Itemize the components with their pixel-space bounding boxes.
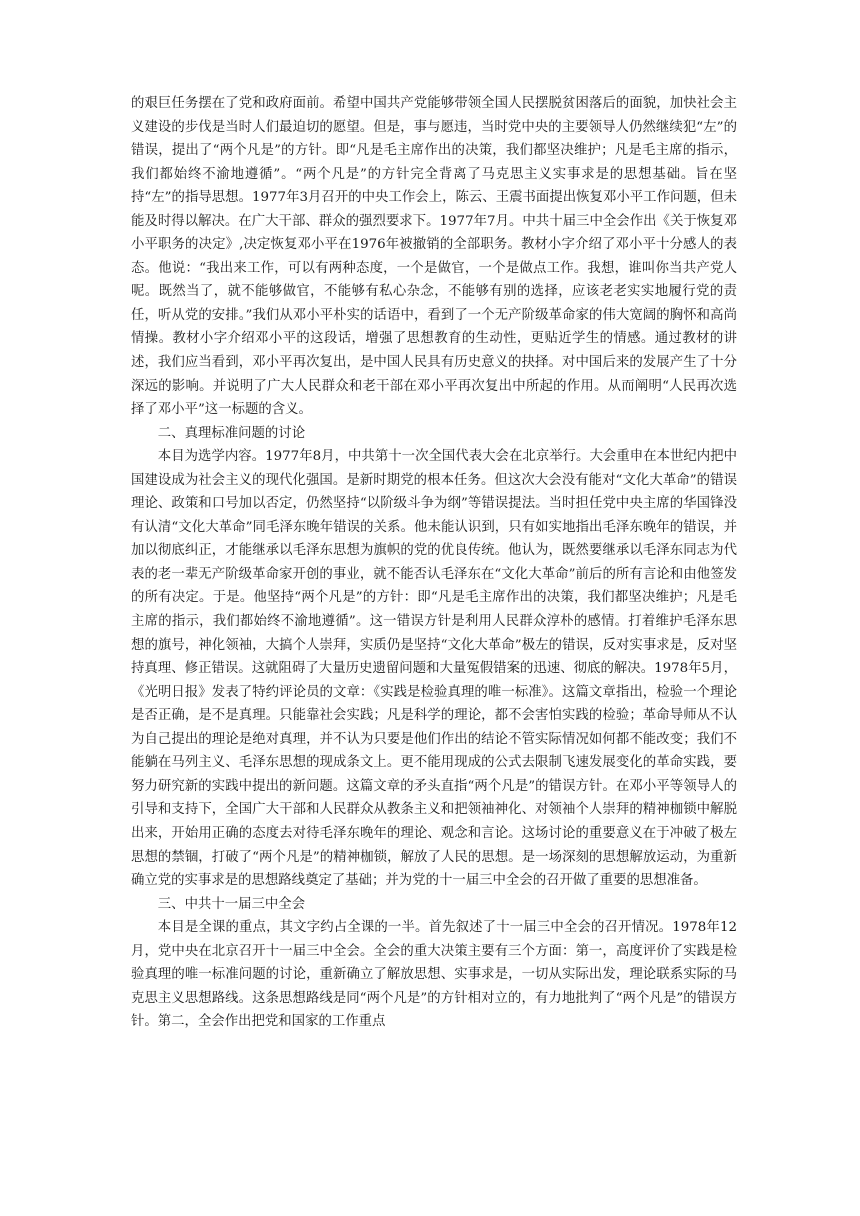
paragraph-third-plenum: 本目是全课的重点，其文字约占全课的一半。首先叙述了十一届三中全会的召开情况。1978年12月，党中央在北京召开十一届三中全会。全会的重大决策主要有三个方面：第一，高度评价了实践是检验真理的唯一标准问题的讨论，重新确立了解放思想、实事求是，一切从实际出发，理论联系实际的马克思主义思想路线。这条思想路线是同“两个凡是”的方针相对立的，有力地批判了“两个凡是”的错误方针。第二，全会作出把党和国家的工作重点	[131, 920, 737, 1030]
paragraph-truth-criterion: 本目为选学内容。1977年8月，中共第十一次全国代表大会在北京举行。大会重申在本世纪内把中国建设成为社会主义的现代化强国。是新时期党的根本任务。但这次大会没有能对“文化大革命”的错误理论、政策和口号加以否定，仍然坚持“以阶级斗争为纲”等错误提法。当时担任党中央主席的华国锋没有认清“文化大革命”同毛泽东晚年错误的关系。他未能认识到，只有如实地指出毛泽东晚年的错误，并加以彻底纠正，才能继承以毛泽东思想为旗帜的党的优良传统。他认为，既然要继承以毛泽东同志为代表的老一辈无产阶级革命家开创的事业，就不能否认毛泽东在“文化大革命”前后的所有言论和由他签发的所有决定。于是。他坚持“两个凡是”的方针：即“凡是毛主席作出的决策，我们都坚决维护；凡是毛主席的指示，我们都始终不渝地遵循”。这一错误方针是利用人民群众淳朴的感情。打着维护毛泽东思想的旗号，神化领袖，大搞个人崇拜，实质仍是坚持“文化大革命”极左的错误，反对实事求是，反对坚持真理、修正错误。这就阻碍了大量历史遗留问题和大量冤假错案的迅速、彻底的解决。1978年5月，《光明日报》发表了特约评论员的文章：《实践是检验真理的唯一标准》。这篇文章指出，检验一个理论是否正确，是不是真理。只能靠社会实践；凡是科学的理论，都不会害怕实践的检验；革命导师从不认为自己提出的理论是绝对真理，并不认为只要是他们作出的结论不管实际情况如何都不能改变；我们不能躺在马列主义、毛泽东思想的现成条文上。更不能用现成的公式去限制飞速发展变化的革命实践，要努力研究新的实践中提出的新问题。这篇文章的矛头直指“两个凡是”的错误方针。在邓小平等领导人的引导和支持下，全国广大干部和人民群众从教条主义和把领袖神化、对领袖个人崇拜的精神枷锁中解脱出来，开始用正确的态度去对待毛泽东晚年的理论、观念和言论。这场讨论的重要意义在于冲破了极左思想的禁锢，打破了“两个凡是”的精神枷锁，解放了人民的思想。是一场深刻的思想解放运动，为重新确立党的实事求是的思想路线奠定了基础；并为党的十一届三中全会的召开做了重要的思想准备。	[131, 449, 737, 889]
paragraph-deng-xiaoping-return: 的艰巨任务摆在了党和政府面前。希望中国共产党能够带领全国人民摆脱贫困落后的面貌，加快社会主义建设的步伐是当时人们最迫切的愿望。但是，事与愿违，当时党中央的主要领导人仍然继续犯“左”的错误，提出了“两个凡是”的方针。即“凡是毛主席作出的决策，我们都坚决维护；凡是毛主席的指示，我们都始终不渝地遵循”。“两个凡是”的方针完全背离了马克思主义实事求是的思想基础。旨在坚持“左”的指导思想。1977年3月召开的中央工作会上，陈云、王震书面提出恢复邓小平工作问题，但未能及时得以解决。在广大干部、群众的强烈要求下。1977年7月。中共十届三中全会作出《关于恢复邓小平职务的决定》,决定恢复邓小平在1976年被撤销的全部职务。教材小字介绍了邓小平十分感人的表态。他说：“我出来工作，可以有两种态度，一个是做官，一个是做点工作。我想，谁叫你当共产党人呢。既然当了，就不能够做官，不能够有私心杂念，不能够有别的选择，应该老老实实地履行党的责任，听从党的安排。”我们从邓小平朴实的话语中，看到了一个无产阶级革命家的伟大宽阔的胸怀和高尚情操。教材小字介绍邓小平的这段话，增强了思想教育的生动性，更贴近学生的情感。通过教材的讲述，我们应当看到，邓小平再次复出，是中国人民具有历史意义的抉择。对中国后来的发展产生了十分深远的影响。并说明了广大人民群众和老干部在邓小平再次复出中所起的作用。从而阐明“人民再次选择了邓小平”这一标题的含义。	[131, 96, 737, 418]
document-page	[131, 92, 737, 1034]
section-heading-third-plenum: 三、中共十一届三中全会	[157, 896, 306, 912]
section-heading-truth-criterion: 二、真理标准问题的讨论	[157, 425, 306, 441]
